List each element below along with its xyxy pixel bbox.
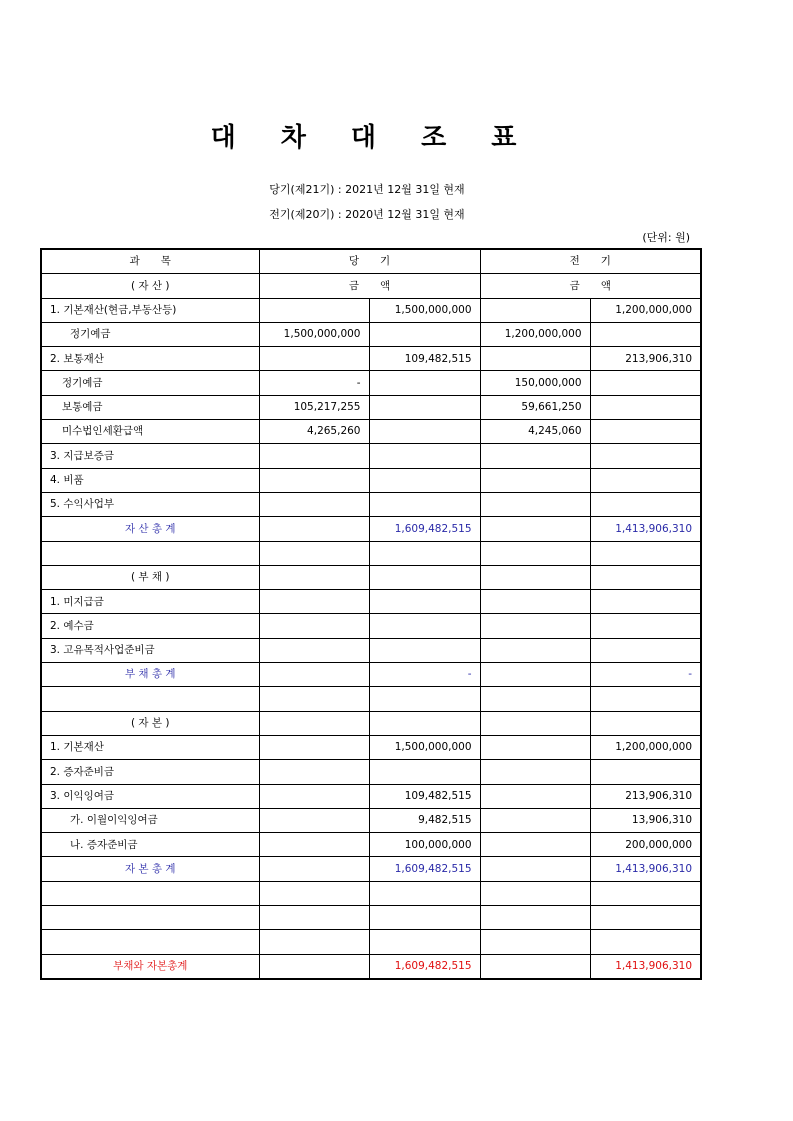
table-row <box>41 371 701 395</box>
table-row <box>41 590 701 614</box>
account-cell: ( 부 채 ) <box>41 565 259 589</box>
current-total-cell: 1,609,482,515 <box>369 954 480 979</box>
current-detail-cell <box>259 735 369 759</box>
table-row <box>41 881 701 905</box>
current-total-cell: 1,500,000,000 <box>369 298 480 322</box>
prior-total-cell <box>590 614 701 638</box>
current-detail-cell <box>259 711 369 735</box>
prior-detail-cell <box>480 833 590 857</box>
account-cell: 보통예금 <box>41 395 259 419</box>
current-detail-cell <box>259 347 369 371</box>
current-total-cell <box>369 881 480 905</box>
table-row <box>41 638 701 662</box>
prior-detail-cell <box>480 857 590 881</box>
account-cell: 나. 증자준비금 <box>41 833 259 857</box>
table-row <box>41 784 701 808</box>
current-detail-cell <box>259 565 369 589</box>
current-total-cell: 1,609,482,515 <box>369 517 480 541</box>
table-row <box>41 541 701 565</box>
prior-detail-cell <box>480 565 590 589</box>
prior-detail-cell <box>480 760 590 784</box>
prior-detail-cell: 59,661,250 <box>480 395 590 419</box>
table-row <box>41 954 701 979</box>
current-total-cell <box>369 395 480 419</box>
account-cell: 정기예금 <box>41 371 259 395</box>
table-row <box>41 395 701 419</box>
current-detail-cell <box>259 784 369 808</box>
table-row <box>41 808 701 832</box>
prior-total-cell: - <box>590 663 701 687</box>
current-total-cell <box>369 322 480 346</box>
prior-detail-cell <box>480 954 590 979</box>
account-cell: 부채와 자본총계 <box>41 954 259 979</box>
account-cell: 3. 이익잉여금 <box>41 784 259 808</box>
current-total-cell <box>369 492 480 516</box>
table-row <box>41 347 701 371</box>
prior-detail-cell <box>480 784 590 808</box>
account-cell: 자 본 총 계 <box>41 857 259 881</box>
prior-total-cell: 1,413,906,310 <box>590 517 701 541</box>
current-detail-cell <box>259 590 369 614</box>
account-cell: 3. 지급보증금 <box>41 444 259 468</box>
prior-detail-cell <box>480 298 590 322</box>
table-row <box>41 711 701 735</box>
subheader-row <box>41 274 701 298</box>
prior-detail-cell <box>480 517 590 541</box>
prior-total-cell <box>590 468 701 492</box>
current-total-cell <box>369 711 480 735</box>
prior-detail-cell <box>480 614 590 638</box>
current-detail-cell <box>259 881 369 905</box>
current-detail-cell: 4,265,260 <box>259 420 369 444</box>
balance-sheet-table <box>40 248 702 980</box>
account-cell: 부 채 총 계 <box>41 663 259 687</box>
current-detail-cell <box>259 614 369 638</box>
table-row <box>41 735 701 759</box>
prior-total-cell: 1,413,906,310 <box>590 857 701 881</box>
current-detail-cell <box>259 687 369 711</box>
account-cell: 3. 고유목적사업준비금 <box>41 638 259 662</box>
prior-total-cell <box>590 760 701 784</box>
prior-total-cell <box>590 371 701 395</box>
prior-total-cell: 1,200,000,000 <box>590 735 701 759</box>
prior-total-cell <box>590 687 701 711</box>
current-total-cell <box>369 420 480 444</box>
prior-total-cell <box>590 590 701 614</box>
prior-detail-cell: 4,245,060 <box>480 420 590 444</box>
current-total-cell <box>369 906 480 930</box>
current-detail-cell <box>259 930 369 954</box>
current-total-cell <box>369 638 480 662</box>
current-detail-cell <box>259 833 369 857</box>
prior-detail-cell <box>480 711 590 735</box>
account-cell: 정기예금 <box>41 322 259 346</box>
current-detail-cell: 1,500,000,000 <box>259 322 369 346</box>
col-current-header: 당 기 <box>259 249 480 274</box>
current-total-cell <box>369 614 480 638</box>
prior-total-cell: 1,200,000,000 <box>590 298 701 322</box>
col-account-header: 과 목 <box>41 249 259 274</box>
prior-total-cell <box>590 322 701 346</box>
account-cell: 4. 비품 <box>41 468 259 492</box>
prior-period: 전기(제20기) : 2020년 12월 31일 현재 <box>269 208 465 221</box>
prior-total-cell <box>590 638 701 662</box>
current-total-cell: 109,482,515 <box>369 784 480 808</box>
current-detail-cell <box>259 444 369 468</box>
current-detail-cell: 105,217,255 <box>259 395 369 419</box>
prior-total-cell <box>590 881 701 905</box>
account-cell <box>41 687 259 711</box>
asset-section-header: ( 자 산 ) <box>41 274 259 298</box>
prior-detail-cell <box>480 541 590 565</box>
prior-detail-cell <box>480 492 590 516</box>
prior-detail-cell <box>480 444 590 468</box>
current-total-cell <box>369 760 480 784</box>
prior-total-cell <box>590 444 701 468</box>
prior-detail-cell: 150,000,000 <box>480 371 590 395</box>
table-row <box>41 833 701 857</box>
table-row <box>41 857 701 881</box>
table-row <box>41 663 701 687</box>
prior-total-cell <box>590 930 701 954</box>
account-cell: 미수법인세환급액 <box>41 420 259 444</box>
current-detail-cell: - <box>259 371 369 395</box>
current-total-cell <box>369 468 480 492</box>
current-detail-cell <box>259 541 369 565</box>
prior-total-cell <box>590 711 701 735</box>
prior-total-cell <box>590 395 701 419</box>
current-total-cell <box>369 687 480 711</box>
prior-detail-cell <box>480 881 590 905</box>
prior-detail-cell <box>480 347 590 371</box>
prior-total-cell <box>590 565 701 589</box>
current-detail-cell <box>259 492 369 516</box>
amount-current-header: 금 액 <box>259 274 480 298</box>
current-detail-cell <box>259 760 369 784</box>
current-total-cell: 1,609,482,515 <box>369 857 480 881</box>
table-row <box>41 420 701 444</box>
current-total-cell: 109,482,515 <box>369 347 480 371</box>
header-row <box>41 249 701 274</box>
account-cell <box>41 881 259 905</box>
account-cell: 가. 이월이익잉여금 <box>41 808 259 832</box>
prior-detail-cell <box>480 906 590 930</box>
current-detail-cell <box>259 468 369 492</box>
current-total-cell: 9,482,515 <box>369 808 480 832</box>
prior-total-cell: 13,906,310 <box>590 808 701 832</box>
account-cell: 1. 미지급금 <box>41 590 259 614</box>
current-detail-cell <box>259 298 369 322</box>
current-detail-cell <box>259 517 369 541</box>
account-cell: 2. 예수금 <box>41 614 259 638</box>
current-total-cell: - <box>369 663 480 687</box>
account-cell: 1. 기본재산 <box>41 735 259 759</box>
prior-detail-cell <box>480 468 590 492</box>
amount-prior-header: 금 액 <box>480 274 701 298</box>
current-total-cell <box>369 565 480 589</box>
table-row <box>41 930 701 954</box>
current-total-cell <box>369 930 480 954</box>
unit-label: (단위: 원) <box>642 231 690 244</box>
table-row <box>41 614 701 638</box>
current-detail-cell <box>259 954 369 979</box>
current-total-cell <box>369 444 480 468</box>
page-title: 대 차 대 조 표 <box>210 123 535 153</box>
prior-detail-cell: 1,200,000,000 <box>480 322 590 346</box>
table-row <box>41 444 701 468</box>
current-period: 당기(제21기) : 2021년 12월 31일 현재 <box>269 183 465 196</box>
current-detail-cell <box>259 663 369 687</box>
table-row <box>41 687 701 711</box>
current-detail-cell <box>259 857 369 881</box>
prior-detail-cell <box>480 590 590 614</box>
prior-total-cell <box>590 906 701 930</box>
prior-detail-cell <box>480 808 590 832</box>
prior-detail-cell <box>480 735 590 759</box>
prior-total-cell <box>590 492 701 516</box>
table-row <box>41 760 701 784</box>
account-cell: 2. 증자준비금 <box>41 760 259 784</box>
account-cell: 1. 기본재산(현금,부동산등) <box>41 298 259 322</box>
table-row <box>41 906 701 930</box>
account-cell <box>41 541 259 565</box>
current-total-cell: 1,500,000,000 <box>369 735 480 759</box>
current-total-cell: 100,000,000 <box>369 833 480 857</box>
prior-detail-cell <box>480 663 590 687</box>
current-total-cell <box>369 371 480 395</box>
table-row <box>41 468 701 492</box>
current-detail-cell <box>259 906 369 930</box>
account-cell: 2. 보통재산 <box>41 347 259 371</box>
current-detail-cell <box>259 808 369 832</box>
account-cell: 자 산 총 계 <box>41 517 259 541</box>
table-row <box>41 517 701 541</box>
account-cell <box>41 906 259 930</box>
account-cell: 5. 수익사업부 <box>41 492 259 516</box>
col-prior-header: 전 기 <box>480 249 701 274</box>
account-cell <box>41 930 259 954</box>
prior-detail-cell <box>480 638 590 662</box>
table-row <box>41 565 701 589</box>
prior-total-cell: 213,906,310 <box>590 784 701 808</box>
prior-total-cell: 213,906,310 <box>590 347 701 371</box>
table-row <box>41 298 701 322</box>
prior-total-cell <box>590 541 701 565</box>
account-cell: ( 자 본 ) <box>41 711 259 735</box>
prior-total-cell: 200,000,000 <box>590 833 701 857</box>
prior-total-cell <box>590 420 701 444</box>
table-row <box>41 492 701 516</box>
current-total-cell <box>369 541 480 565</box>
current-detail-cell <box>259 638 369 662</box>
prior-total-cell: 1,413,906,310 <box>590 954 701 979</box>
table-row <box>41 322 701 346</box>
prior-detail-cell <box>480 930 590 954</box>
prior-detail-cell <box>480 687 590 711</box>
current-total-cell <box>369 590 480 614</box>
